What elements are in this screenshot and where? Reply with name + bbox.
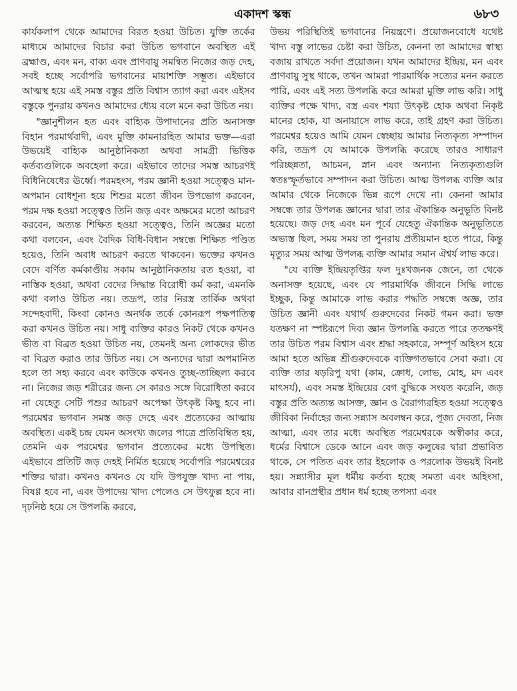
- text-columns: [22, 26, 503, 516]
- running-title: একাদশ স্কন্ধ: [234, 7, 291, 21]
- left-column: [22, 26, 255, 516]
- page-number: ৬৮৩: [473, 7, 499, 22]
- paragraph: কার্যকলাপ থেকে আমাদের বিরত হওয়া উচিত। যুক্তি তর্কের মাধ্যমে আমাদের বিচার করা উচিত ভগবানে অবস্থিত এই ব্রহ্মাণ্ড, এবং মন, বাক্য এবং প্রাণবায়ু সমন্বিত নিজের জড় দেহ, সবই হচ্ছে সর্বোপরি ভগবানের মায়াশক্তি সম্ভূত। এইভাবে আত্মস্থ হয়ে এই সমস্ত বস্তুর প্রতি বিশ্বাস ত্যাগ করা এবং এইসব বস্তুকে পুনরায় কখনও আমাদের ধ্যেয় বলে মনে করা উচিত নয়।: [22, 27, 255, 112]
- paragraph: "যে ব্যক্তি ইন্দ্রিয়তৃপ্তির ফল দুঃখজনক জেনে, তা থেকে অনাসক্ত হয়েছে, এবং যে পারমার্থিক জীবনে সিদ্ধি লাভে ইচ্ছুক, কিন্তু আমাকে লাভ করার পদ্ধতি সম্বন্ধে অজ্ঞ, তার উচিত জ্ঞানী এবং যথার্থ গুরুদেবের নিকট গমন করা। ভক্ত যতক্ষণ না স্পষ্টরূপে দিব্য জ্ঞান উপলব্ধি করতে পারে ততক্ষণই তার উচিত পরম বিশ্বাস এবং শ্রদ্ধা সহকারে, সম্পূর্ণ অহিংস হয়ে আমা হতে অভিন্ন শ্রীগুরুদেবকে ব্যক্তিগতভাবে সেবা করা। যে ব্যক্তি তার ষড়রিপু যথা (কাম, ক্রোধ, লোভ, মোহ, মদ এবং মাৎসর্য), এবং সমস্ত ইন্দ্রিয়ের বেগ বুদ্ধিকে সংযত করেনি, জড় বস্তুর প্রতি অত্যন্ত আসক্ত, জ্ঞান ও বৈরাগ্যরহিত হওয়া সত্ত্বেও জীবিকা নির্বাহের জন্য সন্ন্যাস অবলম্বন করে, পূজ্য দেবতা, নিজ আত্মা, এবং তার মধ্যে অবস্থিত পরমেশ্বরকে অস্বীকার করে, ধর্মের বিশ্বাসে ডেকে আনে এবং জড় কলুষের দ্বারা প্রভাবিত থাকে, সে পতিত এবং তার ইহলোক ও পরলোক উভয়ই বিনষ্ট হয়। সন্ন্যাসীর মূল ধর্মীয় কর্তব্য হচ্ছে সমতা এবং অহিংসা, আবার বানপ্রস্থীর প্রধান ধর্ম হচ্ছে তপস্যা এবং: [270, 264, 503, 498]
- paragraph: উভয় পরিস্থিতিই ভগবানের নিয়ন্ত্রণে। প্রয়োজনবোধে যথেষ্ট খাদ্য বস্তু লাভের চেষ্টা করা উচিত, কেননা তা আমাদের স্বাস্থ্য বজায় রাখতে সর্বদা প্রয়োজন। যখন আমাদের ইন্দ্রিয়, মন এবং প্রাণবায়ু সুস্থ থাকে, তখন আমরা পারমার্থিক সত্যের মনন করতে পারি, এবং এই সত্য উপলব্ধি করে আমরা মুক্তি লাভ করি। সাধু ব্যক্তির পক্ষে খাদ্য, বস্ত্র এবং শয্যা উৎকৃষ্ট হোক অথবা নিকৃষ্ট মানের হোক, যা অনায়াসে লাভ করে, তাই গ্রহণ করা উচিত। পরমেশ্বর হয়েও আমি যেমন স্বেচ্ছায় আমার নিত্যকৃত্য সম্পাদন করি, তদ্রূপ যে আমাকে উপলব্ধি করেছে তারও সাধারণ পরিচ্ছন্নতা, আচমন, স্নান এবং অন্যান্য নিত্যকৃত্যগুলি স্বতঃস্ফূর্তভাবে সম্পাদন করা উচিত। আত্ম উপলব্ধ ব্যক্তি আর আমার থেকে নিজেকে ভিন্ন রূপে দেখে না। কেননা আমার সম্বন্ধে তার উপলব্ধ জ্ঞানের দ্বারা তার ঐকান্তিক অনুভূতি বিনষ্ট হয়েছে। জড় দেহ এবং মন পূর্বে যেহেতু ঐকান্তিক অনুভূতিতে অভ্যস্ত ছিল, সময় সময় তা পুনরায় প্রতীয়মান হতে পারে, কিন্তু মৃত্যুর সময় আত্ম উপলব্ধ ব্যক্তি আমার সমান ঐশ্বর্য লাভ করে।: [270, 27, 503, 260]
- paragraph: "জ্ঞানুশীলন হত এবং বাহ্যিক উপাদানের প্রতি অনাসক্ত বিহান পরমার্থবাদী, এবং মুক্তি কামনারহিত আমার ভক্ত—এরা উভয়েই বাহ্যিক আনুষ্ঠানিকতা অথবা সামগ্রী ভিত্তিক কর্তব্যগুলিকে অবহেলা করে। এইভাবে তাদের সমস্ত আচরণই বিধিনিষেধের ঊর্ধ্বে। পরমহংস, পরম জ্ঞানী হওয়া সত্ত্বেও মান-অপমান বোধশূন্য হয়ে শিশুর মতো জীবন উপভোগ করবেন, পরম দক্ষ হওয়া সত্ত্বেও তিনি জড় এবং অক্ষমের মতো আচরণ করবেন, অত্যন্ত শিক্ষিত হওয়া সত্ত্বেও, তিনি অজ্ঞের মতো কথা বলবেন, এবং বৈদিক বিধি-বিধান সম্বন্ধে শিক্ষিত পণ্ডিত হয়েও, তিনি অবাধ আচরণ করতে থাকবেন। ভক্তের কখনও বেদে বর্ণিত কর্মকাণ্ডীয় সকাম আনুষ্ঠানিকতায় রত হওয়া, বা নাস্তিক হওয়া, অথবা বেদের সিদ্ধান্ত বিরোধী কর্ম করা, এমনকি কথা বলাও উচিত নয়। তদ্রূপ, তার নিরস্ত্র তার্কিক অথবা সন্দেহবাদী, কিংবা কোনও অনর্থক তর্কে কোনরূপ পক্ষপাতিত্ব করা কখনও উচিত নয়। সাধু ব্যক্তির কারও নিকট থেকে কখনও ভীত বা বিব্রত হওয়া উচিত নয়, তেমনই অন্য লোকদের ভীত বা বিব্রত করাও তার উচিত নয়। সে অন্যদের দ্বারা অপমানিত হলে তা সহ্য করবে এবং কাউকে কখনও তুচ্ছ-তাচ্ছিল্য করবে না। নিজের জড় শরীরের জন্য সে কারও সঙ্গে বিরোধিতা করবে না যেহেতু সেটি পশুর আচরণ অপেক্ষা উৎকৃষ্ট কিছু হবে না। পরমেশ্বর ভগবান সমস্ত জড় দেহে এবং প্রত্যেকের আত্মায় অবস্থিত। একই চন্দ্র যেমন অসংখ্য জলের পাত্রে প্রতিবিম্বিত হয়, তেমনি এক পরমেশ্বর ভগবান প্রত্যেকের মধ্যে উপস্থিত। এইভাবে প্রতিটি জড় দেহই নির্মিত হয়েছে সর্বোপরি পরমেশ্বরের শক্তির দ্বারা। কখনও কখনও যে যদি উপযুক্ত খাদ্য না পায়, বিষণ্ণ হবে না, এবং উপাদেয় খাদ্য পেলেও সে উৎফুল্ল হবে না। দৃঢ়নিষ্ঠ হয়ে সে উপলব্ধি করবে,: [22, 116, 255, 513]
- page-header: [22, 4, 503, 22]
- right-column: [270, 26, 503, 516]
